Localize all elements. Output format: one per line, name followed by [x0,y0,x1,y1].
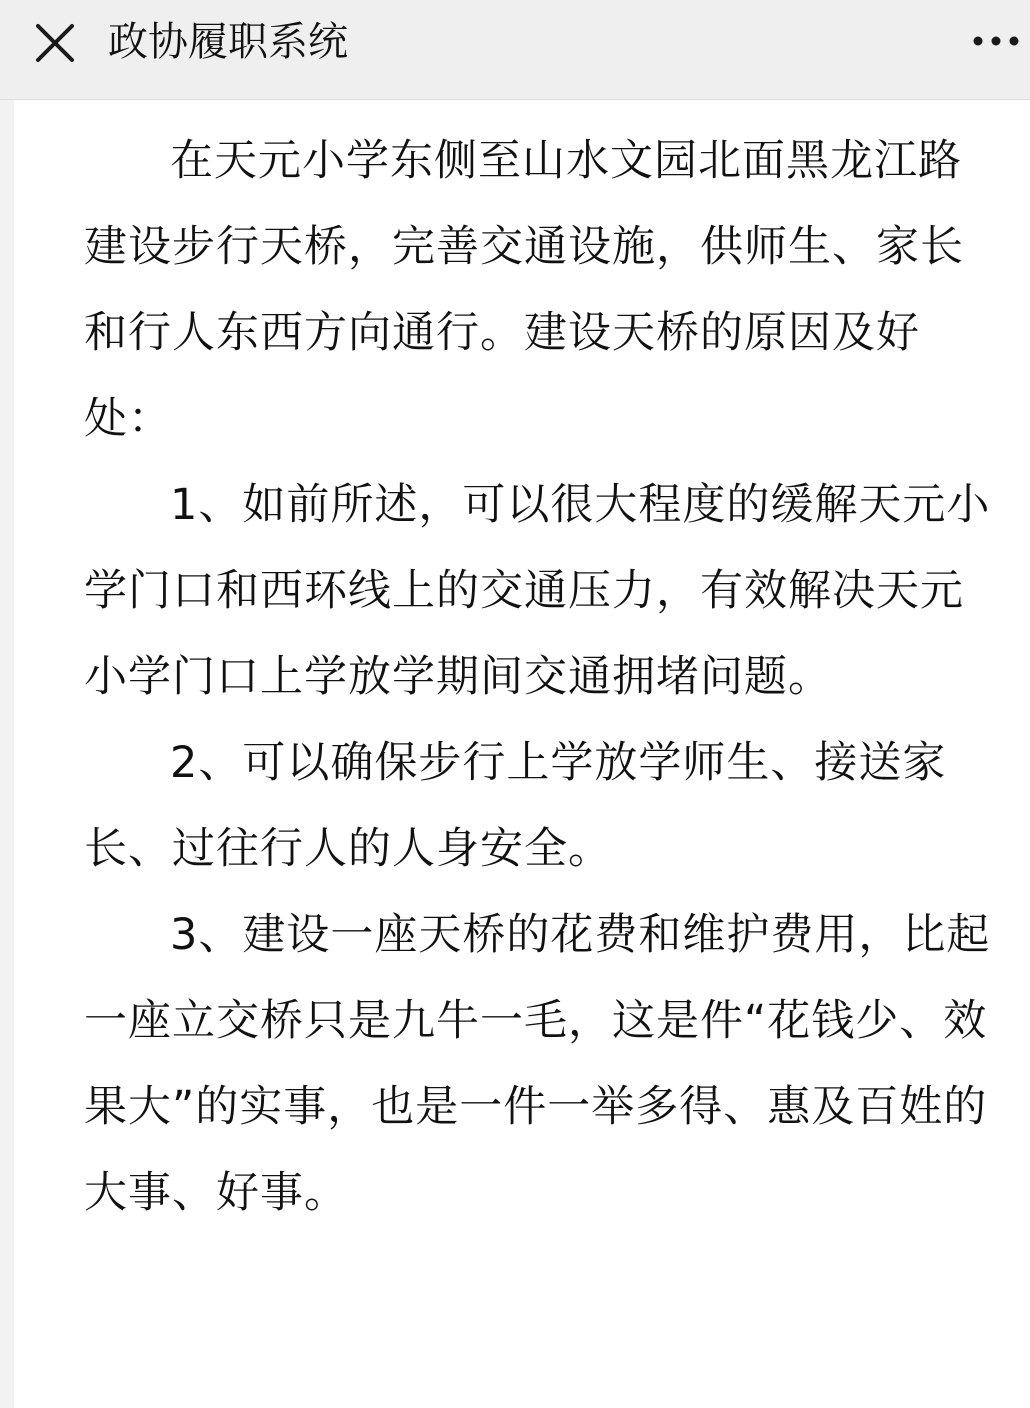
page-edge [0,100,14,1408]
paragraph-point-3: 3、建设一座天桥的花费和维护费用，比起一座立交桥只是九牛一毛，这是件“花钱少、效果大”的实事，也是一件一举多得、惠及百姓的大事、好事。 [84,910,991,1218]
paragraph-point-1: 1、如前所述，可以很大程度的缓解天元小学门口和西环线上的交通压力，有效解决天元小学门口上学放学期间交通拥堵问题。 [84,480,991,702]
more-button[interactable] [968,26,1024,56]
page-title: 政协履职系统 [108,19,348,65]
title-bar [0,0,1030,100]
more-icon [968,26,1024,56]
paragraph-intro: 在天元小学东侧至山水文园北面黑龙江路建设步行天桥，完善交通设施，供师生、家长和行人东西方向通行。建设天桥的原因及好处： [84,136,964,444]
close-button[interactable] [30,18,80,68]
article-body [84,118,1004,1236]
paragraph-point-2: 2、可以确保步行上学放学师生、接送家长、过往行人的人身安全。 [84,738,947,874]
close-icon [30,18,80,68]
